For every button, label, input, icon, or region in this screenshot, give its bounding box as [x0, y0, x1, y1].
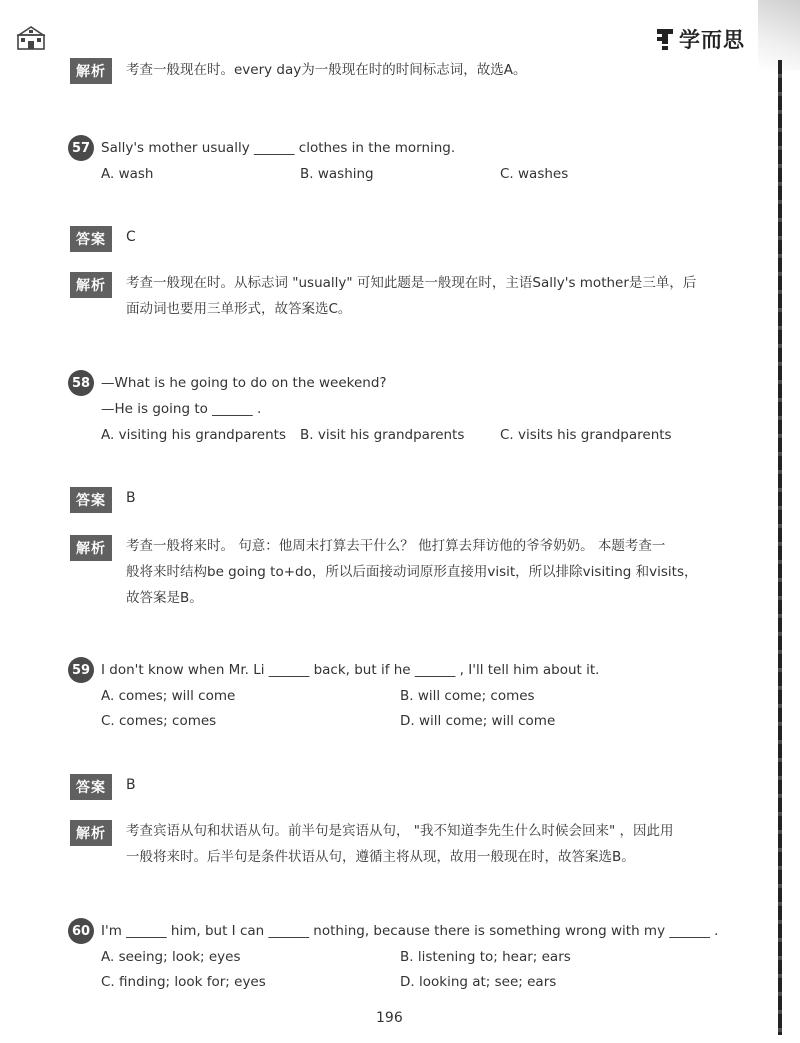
question-number: 58	[68, 370, 94, 396]
option-a: A. visiting his grandparents	[101, 427, 286, 443]
question-stem-line-2: —He is going to ______ .	[101, 401, 262, 417]
answer-tag: 答案	[70, 226, 112, 252]
option-c: C. comes; comes	[101, 713, 217, 729]
option-b: B. visit his grandparents	[300, 427, 465, 443]
option-c: C. washes	[500, 166, 569, 182]
analysis-line: 考查宾语从句和状语从句。前半句是宾语从句， "我不知道李先生什么时候会回来" ，因此用	[126, 823, 674, 839]
school-building-icon	[16, 26, 46, 50]
analysis-line: 般将来时结构be going to+do，所以后面接动词原形直接用visit，所以排除visiting 和visits，	[126, 564, 698, 580]
option-a: A. seeing; look; eyes	[101, 949, 241, 965]
question-stem: —What is he going to do on the weekend?	[101, 375, 387, 391]
analysis-tag: 解析	[70, 58, 112, 84]
analysis-line: 面动词也要用三单形式，故答案选C。	[126, 301, 352, 317]
analysis-line: 故答案是B。	[126, 590, 203, 606]
page-edge	[778, 60, 782, 1035]
option-c: C. visits his grandparents	[500, 427, 672, 443]
analysis-line: 考查一般现在时。从标志词 "usually" 可知此题是一般现在时，主语Sally's mother是三单，后	[126, 275, 697, 291]
answer-tag: 答案	[70, 774, 112, 800]
option-b: B. listening to; hear; ears	[400, 949, 571, 965]
question-stem: I don't know when Mr. Li ______ back, but if he ______ , I'll tell him about it.	[101, 662, 600, 678]
analysis-text: 考查一般现在时。every day为一般现在时的时间标志词，故选A。	[126, 62, 527, 78]
question-number: 57	[68, 135, 94, 161]
analysis-line: 一般将来时。后半句是条件状语从句，遵循主将从现，故用一般现在时，故答案选B。	[126, 849, 635, 865]
option-a: A. comes; will come	[101, 688, 236, 704]
answer-value: B	[126, 490, 136, 506]
question-number: 59	[68, 657, 94, 683]
question-stem: I'm ______ him, but I can ______ nothing, because there is something wrong with my ______ .	[101, 923, 719, 939]
option-d: D. looking at; see; ears	[400, 974, 557, 990]
question-stem: Sally's mother usually ______ clothes in the morning.	[101, 140, 456, 156]
brand-name: 学而思	[679, 28, 745, 52]
analysis-line: 考查一般将来时。 句意：他周末打算去干什么？ 他打算去拜访他的爷爷奶奶。 本题考查一	[126, 538, 666, 554]
answer-value: C	[126, 229, 136, 245]
analysis-tag: 解析	[70, 535, 112, 561]
analysis-tag: 解析	[70, 820, 112, 846]
option-b: B. will come; comes	[400, 688, 535, 704]
brand-logo	[655, 24, 745, 54]
answer-tag: 答案	[70, 487, 112, 513]
option-b: B. washing	[300, 166, 374, 182]
answer-value: B	[126, 777, 136, 793]
question-number: 60	[68, 918, 94, 944]
option-d: D. will come; will come	[400, 713, 556, 729]
option-a: A. wash	[101, 166, 154, 182]
analysis-tag: 解析	[70, 272, 112, 298]
page-number: 196	[376, 1010, 403, 1026]
brand-mark-icon	[655, 27, 675, 51]
option-c: C. finding; look for; eyes	[101, 974, 266, 990]
